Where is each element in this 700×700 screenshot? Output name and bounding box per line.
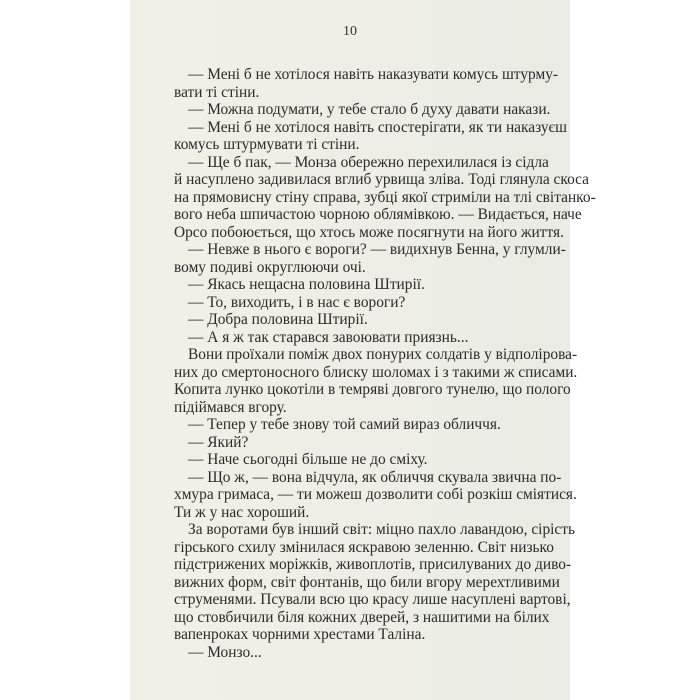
text-line: За воротами був інший світ: міцно пахло лавандою, сірість [188, 521, 575, 538]
text-line: струменями. Псували всю цю красу лише насуплені вартові, [174, 591, 571, 608]
text-line: Вони проїхали поміж двох понурих солдатів у відполірова- [188, 346, 578, 363]
text-line: підіймався вгору. [174, 398, 287, 416]
text-line: Ти ж у нас хороший. [174, 503, 310, 521]
text-line: що стовбичили біля кожних дверей, з нашитими на білих [174, 608, 550, 626]
text-line: — Що ж, — вона відчула, як обличчя скувала звична по- [188, 468, 562, 486]
text-line: — То, виходить, і в нас є вороги? [188, 293, 406, 311]
text-line: — Наче сьогодні більше не до сміху. [188, 451, 428, 468]
text-line: — Мені б не хотілося навіть наказувати комусь штурму- [188, 66, 559, 83]
text-line: комусь штурмувати ті стіни. [174, 136, 360, 153]
page-number: 10 [343, 24, 357, 39]
text-line: них до смертоносного блиску шоломах і з такими ж списами. [174, 363, 578, 381]
text-line: — Тепер у тебе знову той самий вираз обличчя. [188, 416, 501, 433]
text-line: вати ті стіни. [174, 83, 260, 101]
text-line: вому подиві округлюючи очі. [174, 258, 366, 276]
text-line: — Який? [188, 433, 249, 451]
text-line: вижних форм, світ фонтанів, що били вгору мерехтливими [174, 573, 560, 591]
text-line: вого неба шпичастою чорною облямівкою. — Видається, наче [174, 206, 582, 223]
text-line: — А я ж так старався завоювати приязнь... [188, 328, 469, 346]
text-line: на прямовисну стіну справа, зубці якої стриміли на тлі світанко- [174, 188, 596, 206]
text-line: — Мені б не хотілося навіть спостерігати, як ти наказуєш [188, 118, 568, 136]
text-line: хмура гримаса, — ти можеш дозволити собі розкіш сміятися. [174, 486, 577, 503]
text-line: — Монзо... [188, 643, 262, 661]
text-line: — Можна подумати, у тебе стало б духу давати накази. [188, 101, 551, 118]
text-line: підстрижених моріжків, живоплотів, присилуваних до диво- [174, 556, 572, 573]
text-line: й насуплено задивилася вглиб урвища зліва. Тоді глянула скоса [174, 171, 590, 188]
page-text [174, 66, 596, 661]
book-page [130, 0, 596, 700]
text-line: — Невже в нього є вороги? — видихнув Бенна, у глумли- [188, 241, 566, 258]
text-line: — Ще б пак, — Монза обережно перехилилася із сідла [188, 153, 549, 171]
text-line: Орсо побоюється, що хтось може посягнути на його життя. [174, 223, 564, 241]
text-line: — Якась нещасна половина Штирії. [188, 276, 425, 293]
text-line: Копита лунко цокотіли в темряві довгого тунелю, що полого [174, 381, 571, 398]
text-line: гірського схилу змінилася яскравою зеленню. Світ низько [174, 538, 554, 556]
text-line: — Добра половина Штирії. [188, 311, 368, 328]
text-line: вапенроках чорними хрестами Таліна. [174, 626, 426, 643]
